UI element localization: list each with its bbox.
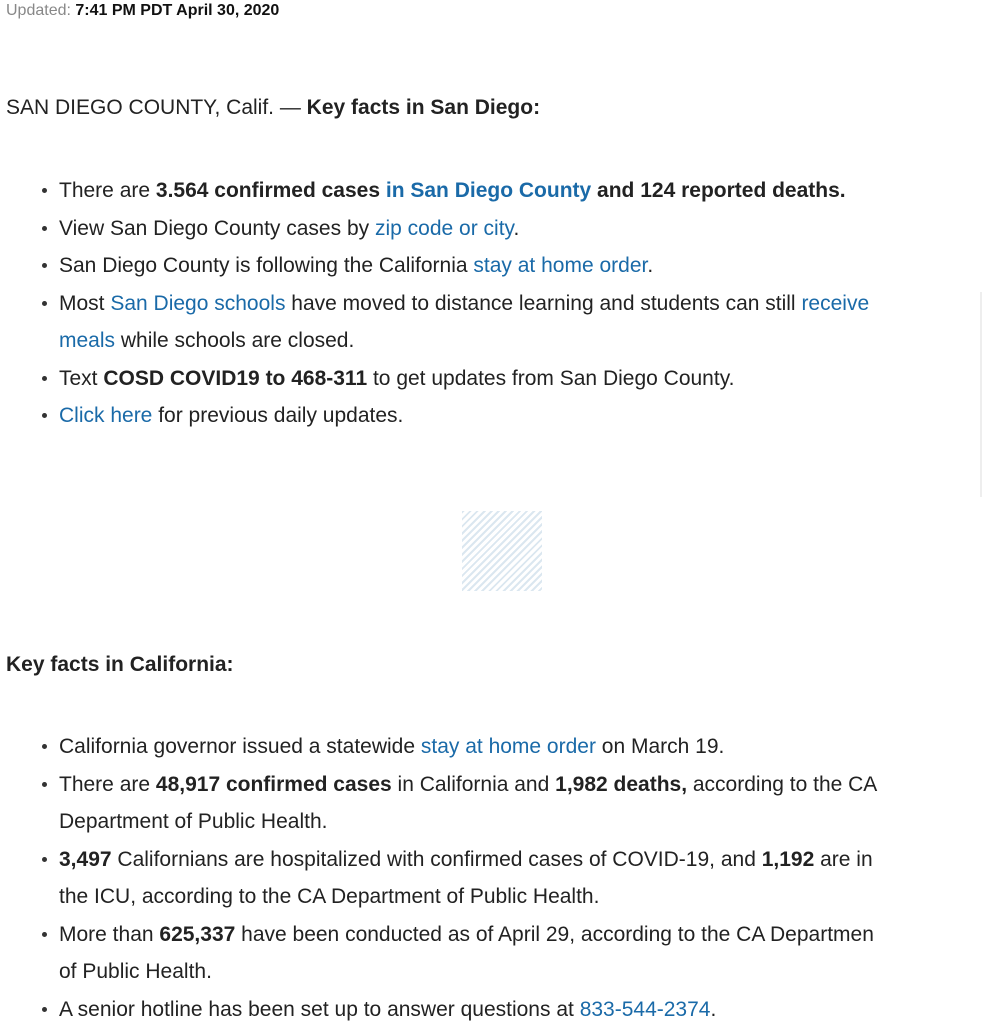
item-text: while schools are closed. [115, 329, 354, 352]
item-continuation: the ICU, according to the CA Department of Public Health. [59, 878, 983, 916]
item-text: according to the CA [687, 773, 877, 796]
confirmed-cases-count: 3.564 confirmed cases [156, 179, 380, 202]
list-item [59, 285, 983, 360]
click-here-link[interactable]: Click here [59, 404, 152, 427]
item-text: are in [814, 848, 872, 871]
item-text: in California and [392, 773, 555, 796]
list-item [59, 916, 983, 991]
list-item [59, 210, 983, 248]
item-text: . [710, 998, 716, 1021]
senior-hotline-phone-link[interactable]: 833-544-2374 [580, 998, 711, 1021]
receive-meals-link[interactable]: receive [801, 292, 869, 315]
item-text: San Diego County is following the California [59, 254, 473, 277]
san-diego-intro [6, 96, 540, 120]
item-text: to get updates from San Diego County. [367, 367, 734, 390]
updated-label: Updated: [6, 2, 71, 19]
list-item [59, 360, 983, 398]
item-text: There are [59, 179, 156, 202]
receive-meals-link[interactable]: meals [59, 329, 115, 352]
item-text: . [647, 254, 653, 277]
stay-at-home-order-link[interactable]: stay at home order [473, 254, 647, 277]
item-text: Californians are hospitalized with confirmed cases of COVID-19, and [112, 848, 762, 871]
updated-timestamp [6, 2, 279, 20]
item-continuation: of Public Health. [59, 953, 983, 991]
item-text: More than [59, 923, 159, 946]
text-code: COSD COVID19 to 468-311 [103, 367, 367, 390]
list-item [59, 247, 983, 285]
list-item [59, 991, 983, 1028]
item-text: Text [59, 367, 103, 390]
image-placeholder [462, 511, 542, 591]
tests-count: 625,337 [159, 923, 235, 946]
item-text: for previous daily updates. [152, 404, 403, 427]
list-item [59, 728, 983, 766]
item-continuation: Department of Public Health. [59, 803, 983, 841]
list-item [59, 841, 983, 916]
item-text: . [513, 217, 519, 240]
item-continuation [59, 322, 983, 360]
item-text: View San Diego County cases by [59, 217, 375, 240]
scrollbar-edge [980, 292, 982, 497]
list-item [59, 172, 983, 210]
item-text: A senior hotline has been set up to answer questions at [59, 998, 580, 1021]
item-text: on March 19. [596, 735, 724, 758]
deaths-count: 1,982 deaths, [555, 773, 687, 796]
item-text: have moved to distance learning and students can still [285, 292, 801, 315]
zip-code-link[interactable]: zip code or city [375, 217, 514, 240]
item-text: There are [59, 773, 156, 796]
reported-deaths-count: and 124 reported deaths. [591, 179, 845, 202]
san-diego-schools-link[interactable]: San Diego schools [110, 292, 285, 315]
hospitalized-count: 3,497 [59, 848, 112, 871]
updated-value: 7:41 PM PDT April 30, 2020 [75, 2, 279, 19]
list-item [59, 766, 983, 841]
california-heading: Key facts in California: [6, 653, 234, 677]
item-text: California governor issued a statewide [59, 735, 421, 758]
san-diego-county-link[interactable]: in San Diego County [386, 179, 591, 202]
san-diego-facts-list [59, 172, 983, 435]
san-diego-heading: Key facts in San Diego: [307, 96, 540, 119]
list-item [59, 397, 983, 435]
item-text: have been conducted as of April 29, according to the CA Departmen [235, 923, 874, 946]
item-text: Most [59, 292, 110, 315]
intro-dateline: SAN DIEGO COUNTY, Calif. — [6, 96, 307, 119]
confirmed-cases-count: 48,917 confirmed cases [156, 773, 392, 796]
icu-count: 1,192 [762, 848, 815, 871]
california-facts-list [59, 728, 983, 1028]
stay-at-home-order-link[interactable]: stay at home order [421, 735, 596, 758]
